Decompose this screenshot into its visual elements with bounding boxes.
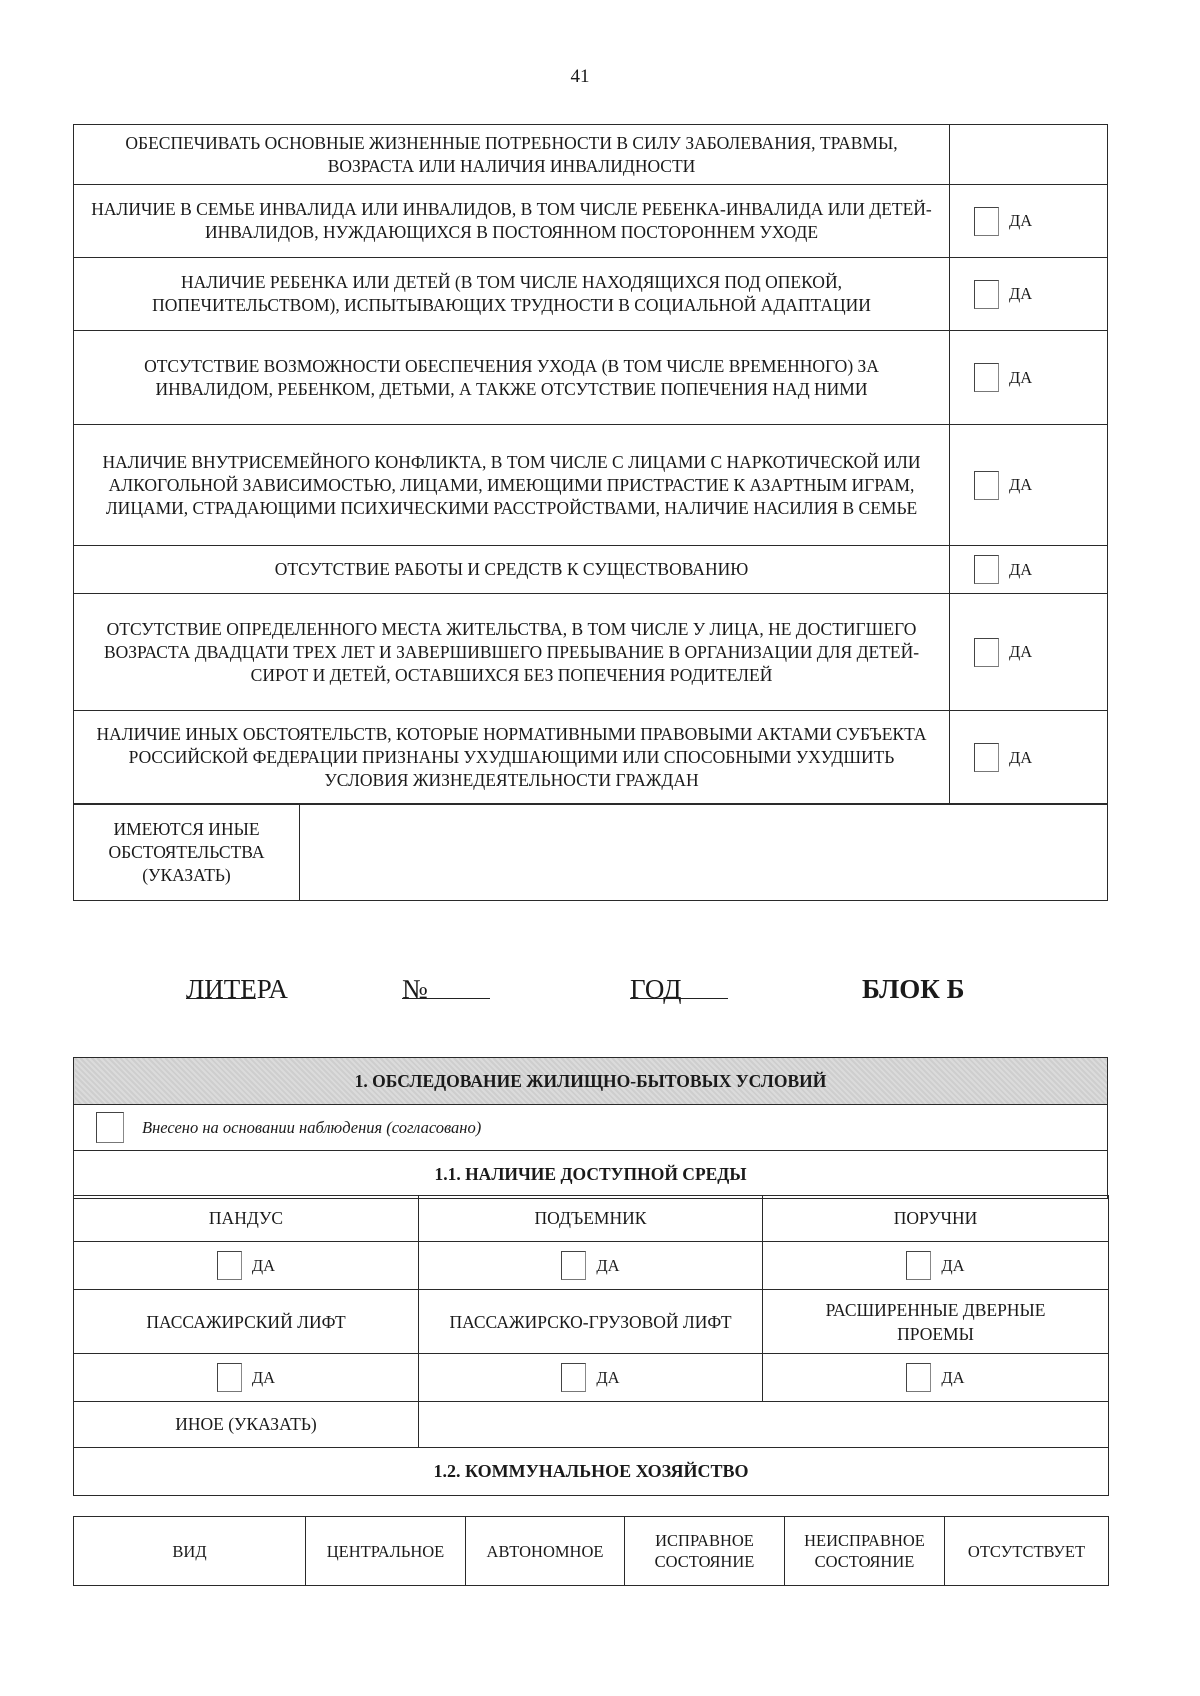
criteria-header-text: ОБЕСПЕЧИВАТЬ ОСНОВНЫЕ ЖИЗНЕННЫЕ ПОТРЕБНОСТИ В СИЛУ ЗАБОЛЕВАНИЯ, ТРАВМЫ, ВОЗРАСТА ИЛИ НАЛИЧИЯ ИНВАЛИДНОСТИ — [74, 125, 950, 185]
handrails-checkbox[interactable] — [906, 1251, 931, 1280]
utility-col-faulty: НЕИСПРАВНОЕ СОСТОЯНИЕ — [785, 1517, 945, 1586]
freight-elevator-checkbox[interactable] — [561, 1363, 586, 1392]
criterion-row — [74, 594, 1108, 711]
criterion-row — [74, 331, 1108, 425]
utility-col-central: ЦЕНТРАЛЬНОЕ — [306, 1517, 466, 1586]
yes-label: ДА — [1009, 559, 1033, 579]
observed-checkbox[interactable] — [96, 1112, 124, 1143]
criterion-text: ОТСУТСТВИЕ РАБОТЫ И СРЕДСТВ К СУЩЕСТВОВАНИЮ — [74, 546, 950, 594]
yes-label: ДА — [1009, 211, 1033, 230]
number-field[interactable] — [402, 974, 490, 999]
section-1-2-heading: 1.2. КОММУНАЛЬНОЕ ХОЗЯЙСТВО — [74, 1448, 1109, 1496]
yes-label: ДА — [1009, 367, 1033, 387]
yes-checkbox[interactable] — [974, 363, 999, 392]
criterion-row — [74, 425, 1108, 546]
utility-col-type: ВИД — [74, 1517, 306, 1586]
criterion-text: НАЛИЧИЕ В СЕМЬЕ ИНВАЛИДА ИЛИ ИНВАЛИДОВ, В ТОМ ЧИСЛЕ РЕБЕНКА-ИНВАЛИДА ИЛИ ДЕТЕЙ-ИНВАЛИДОВ, НУЖДАЮЩИХСЯ В ПОСТОЯННОМ ПОСТОРОННЕМ УХОДЕ — [74, 185, 950, 258]
yes-label: ДА — [1009, 475, 1033, 494]
yes-checkbox[interactable] — [974, 280, 999, 309]
yes-label: ДА — [1009, 747, 1033, 767]
criterion-text: ОТСУТСТВИЕ ОПРЕДЕЛЕННОГО МЕСТА ЖИТЕЛЬСТВА, В ТОМ ЧИСЛЕ У ЛИЦА, НЕ ДОСТИГШЕГО ВОЗРАСТА ДВАДЦАТИ ТРЕХ ЛЕТ И ЗАВЕРШИВШЕГО ПРЕБЫВАНИЕ В ОРГАНИЗАЦИИ ДЛЯ ДЕТЕЙ-СИРОТ И ДЕТЕЙ, ОСТАВШИХСЯ БЕЗ ПОПЕЧЕНИЯ РОДИТЕЛЕЙ — [74, 594, 950, 711]
other-accessibility-label: ИНОЕ (УКАЗАТЬ) — [74, 1402, 419, 1448]
observed-label: Внесено на основании наблюдения (согласовано) — [142, 1117, 482, 1137]
wide-doorways-checkbox[interactable] — [906, 1363, 931, 1392]
yes-label: ДА — [1009, 284, 1033, 303]
yes-label: ДА — [596, 1255, 620, 1275]
yes-checkbox[interactable] — [974, 555, 999, 584]
utility-col-working: ИСПРАВНОЕ СОСТОЯНИЕ — [625, 1517, 785, 1586]
block-title: БЛОК Б — [862, 974, 965, 1004]
yes-checkbox[interactable] — [974, 207, 999, 236]
criterion-row — [74, 711, 1108, 805]
other-circumstances-input[interactable] — [300, 804, 1108, 901]
number-label: № — [402, 974, 428, 1004]
wide-doorways-label: РАСШИРЕННЫЕ ДВЕРНЫЕ ПРОЕМЫ — [763, 1290, 1109, 1354]
lift-platform-label: ПОДЪЕМНИК — [419, 1196, 763, 1242]
other-accessibility-input[interactable] — [419, 1402, 1109, 1448]
criterion-row — [74, 185, 1108, 258]
block-header-line — [0, 968, 1200, 1008]
other-circumstances-label: ИМЕЮТСЯ ИНЫЕ ОБСТОЯТЕЛЬСТВА (УКАЗАТЬ) — [74, 804, 300, 901]
section-1-heading: 1. ОБСЛЕДОВАНИЕ ЖИЛИЩНО-БЫТОВЫХ УСЛОВИЙ — [74, 1058, 1108, 1105]
other-circumstances-row — [74, 804, 1108, 901]
passenger-elevator-label: ПАССАЖИРСКИЙ ЛИФТ — [74, 1290, 419, 1354]
yes-label: ДА — [251, 1255, 276, 1275]
other-circumstances-table — [73, 803, 1108, 901]
criteria-header-empty-cell — [950, 125, 1108, 185]
passenger-elevator-checkbox[interactable] — [217, 1363, 242, 1392]
yes-label: ДА — [941, 1367, 965, 1387]
page-number: 41 — [570, 66, 590, 87]
section-1-1-heading: 1.1. НАЛИЧИЕ ДОСТУПНОЙ СРЕДЫ — [74, 1151, 1108, 1199]
criterion-text: НАЛИЧИЕ ИНЫХ ОБСТОЯТЕЛЬСТВ, КОТОРЫЕ НОРМАТИВНЫМИ ПРАВОВЫМИ АКТАМИ СУБЪЕКТА РОССИЙСКОЙ ФЕДЕРАЦИИ ПРИЗНАНЫ УХУДШАЮЩИМИ ИЛИ СПОСОБНЫМИ УХУДШИТЬ УСЛОВИЯ ЖИЗНЕДЕЯТЕЛЬНОСТИ ГРАЖДАН — [74, 711, 950, 805]
yes-label: ДА — [941, 1255, 965, 1275]
criterion-row — [74, 546, 1108, 594]
ramp-checkbox[interactable] — [217, 1251, 242, 1280]
yes-checkbox[interactable] — [974, 743, 999, 772]
accessibility-table — [73, 1195, 1109, 1496]
utility-col-absent: ОТСУТСТВУЕТ — [945, 1517, 1109, 1586]
utilities-table — [73, 1516, 1109, 1586]
handrails-label: ПОРУЧНИ — [763, 1196, 1109, 1242]
yes-checkbox[interactable] — [974, 471, 999, 500]
litera-field[interactable] — [186, 974, 256, 999]
yes-label: ДА — [596, 1367, 620, 1387]
criterion-text: НАЛИЧИЕ ВНУТРИСЕМЕЙНОГО КОНФЛИКТА, В ТОМ ЧИСЛЕ С ЛИЦАМИ С НАРКОТИЧЕСКОЙ ИЛИ АЛКОГОЛЬНОЙ ЗАВИСИМОСТЬЮ, ЛИЦАМИ, ИМЕЮЩИМИ ПРИСТРАСТИЕ К АЗАРТНЫМ ИГРАМ, ЛИЦАМИ, СТРАДАЮЩИМИ ПСИХИЧЕСКИМИ РАССТРОЙСТВАМИ, НАЛИЧИЕ НАСИЛИЯ В СЕМЬЕ — [74, 425, 950, 546]
year-label: ГОД — [630, 974, 682, 1004]
block-b-table — [73, 1057, 1108, 1199]
yes-checkbox[interactable] — [974, 638, 999, 667]
criteria-header-row — [74, 125, 1108, 185]
observed-row — [74, 1105, 1108, 1151]
criterion-text: ОТСУТСТВИЕ ВОЗМОЖНОСТИ ОБЕСПЕЧЕНИЯ УХОДА (В ТОМ ЧИСЛЕ ВРЕМЕННОГО) ЗА ИНВАЛИДОМ, РЕБЕНКОМ, ДЕТЬМИ, А ТАКЖЕ ОТСУТСТВИЕ ПОПЕЧЕНИЯ НАД НИМИ — [74, 331, 950, 425]
yes-label: ДА — [1009, 642, 1033, 661]
utility-col-autonomous: АВТОНОМНОЕ — [466, 1517, 625, 1586]
criterion-row — [74, 258, 1108, 331]
freight-elevator-label: ПАССАЖИРСКО-ГРУЗОВОЙ ЛИФТ — [419, 1290, 763, 1354]
utilities-header-row — [74, 1517, 1109, 1586]
yes-label: ДА — [251, 1367, 276, 1387]
criterion-text: НАЛИЧИЕ РЕБЕНКА ИЛИ ДЕТЕЙ (В ТОМ ЧИСЛЕ НАХОДЯЩИХСЯ ПОД ОПЕКОЙ, ПОПЕЧИТЕЛЬСТВОМ), ИСПЫТЫВАЮЩИХ ТРУДНОСТИ В СОЦИАЛЬНОЙ АДАПТАЦИИ — [74, 258, 950, 331]
year-field[interactable] — [630, 974, 728, 999]
lift-platform-checkbox[interactable] — [561, 1251, 586, 1280]
litera-label: ЛИТЕРА — [186, 974, 288, 1004]
criteria-table — [73, 124, 1108, 805]
ramp-label: ПАНДУС — [74, 1196, 419, 1242]
